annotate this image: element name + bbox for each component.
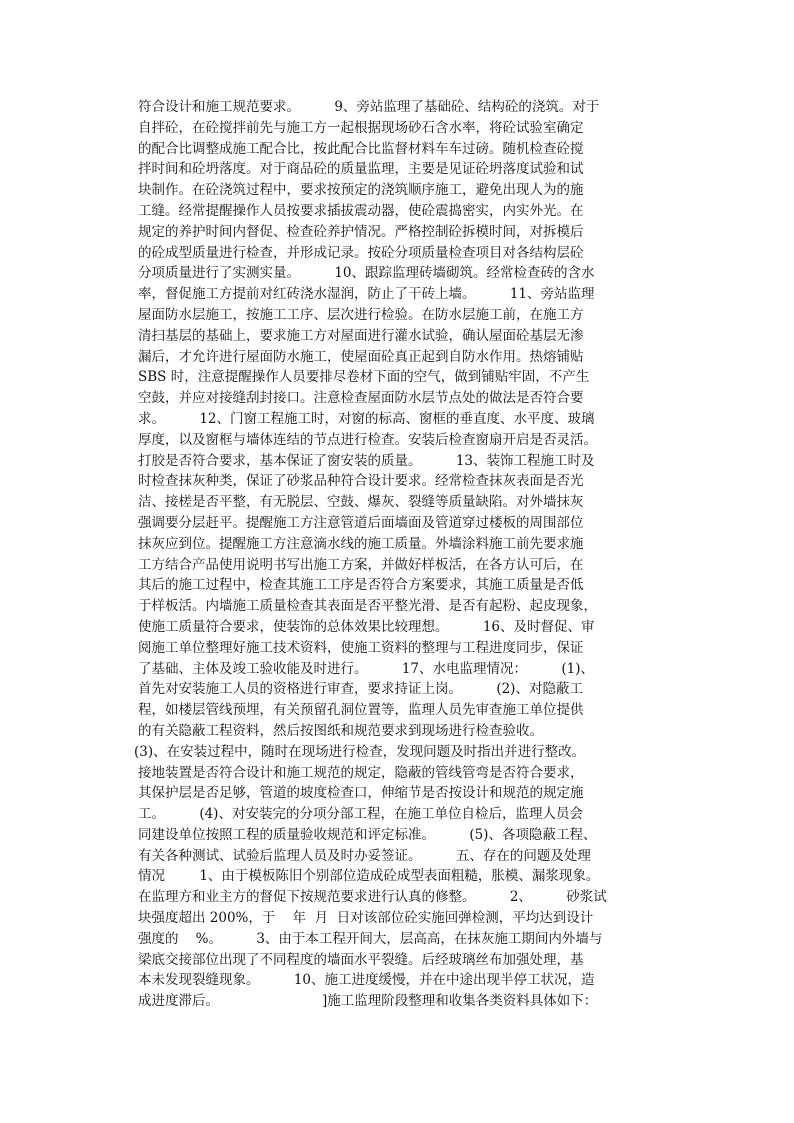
- text-line: 符合设计和施工规范要求。 9、旁站监理了基础砼、结构砼的浇筑。对于: [138, 99, 600, 115]
- text-line: 了基础、主体及竣工验收能及时进行。 17、水电监理情况： (1)、: [138, 660, 594, 677]
- text-line: 强度的 %。 3、由于本工程开间大，层高高，在抹灰施工期间内外墙与: [138, 930, 603, 947]
- text-line: 工。 (4)、对安装完的分项分部工程，在施工单位自检后，监理人员会: [138, 806, 583, 823]
- text-line: 的配合比调整成施工配合比，按此配合比监督材料车车过磅。随机检查砼搅: [138, 140, 584, 157]
- text-line: SBS 时，注意提醒操作人员要排尽卷材下面的空气，做到铺贴牢固，不产生: [138, 369, 590, 386]
- text-line: 洁、接槎是否平整，有无脱层、空鼓、爆灰、裂缝等质量缺陷。对外墙抹灰: [138, 494, 584, 511]
- text-line: 抹灰应到位。提醒施工方注意滴水线的施工质量。外墙涂料施工前先要求施: [138, 535, 584, 552]
- text-line: 率，督促施工方提前对红砖浇水湿润，防止了干砖上墙。 11、旁站监理: [138, 286, 595, 303]
- text-line: 首先对安装施工人员的资格进行审查，要求持证上岗。 (2)、对隐蔽工: [138, 681, 583, 698]
- text-line: 有关各种测试、试验后监理人员及时办妥签证。 五、存在的问题及处理: [138, 847, 591, 864]
- text-line: 工方结合产品使用说明书写出施工方案，并做好样板活，在各方认可后，在: [138, 556, 584, 573]
- text-line: 清扫基层的基础上，要求施工方对屋面进行灌水试验，确认屋面砼基层无渗: [138, 327, 584, 344]
- text-line: 的砼成型质量进行检查，并形成记录。按砼分项质量检查项目对各结构层砼: [138, 244, 584, 261]
- text-line: 块强度超出 200%，于 年 月 日对该部位砼实施回弹检测，平均达到设计: [138, 910, 594, 927]
- body-text: [134, 97, 608, 1012]
- text-line: 打胶是否符合要求，基本保证了窗安装的质量。 13、装饰工程施工时及: [138, 452, 595, 469]
- text-line: 在监理方和业主方的督促下按规范要求进行认真的修整。 2、 砂浆试: [138, 889, 607, 906]
- text-line: 规定的养护时间内督促、检查砼养护情况。严格控制砼拆模时间，对拆模后: [138, 223, 584, 240]
- text-line: 块制作。在砼浇筑过程中，要求按预定的浇筑顺序施工，避免出现人为的施: [138, 182, 584, 199]
- text-line: (3)、在安装过程中，随时在现场进行检查，发现问题及时指出并进行整改。: [134, 743, 586, 760]
- text-line: 的有关隐蔽工程资料，然后按图纸和规范要求到现场进行检查验收。: [138, 722, 543, 739]
- text-line: 接地装置是否符合设计和施工规范的规定，隐蔽的管线管弯是否符合要求，: [138, 764, 584, 781]
- text-line: 本未发现裂缝现象。 10、施工进度缓慢，并在中途出现半停工状况，造: [138, 972, 595, 989]
- text-line: 情况 1、由于模板陈旧个别部位造成砼成型表面粗糙，胀模、漏浆现象。: [138, 868, 600, 885]
- text-line: 拌时间和砼坍落度。对于商品砼的质量监理，主要是见证砼坍落度试验和试: [138, 161, 584, 178]
- text-line: 屋面防水层施工，按施工工序、层次进行检验。在防水层施工前，在施工方: [138, 306, 584, 323]
- text-line: 工缝。经常提醒操作人员按要求插拔震动器，使砼震捣密实，内实外光。在: [138, 202, 584, 219]
- text-line: 分项质量进行了实测实量。 10、跟踪监理砖墙砌筑。经常检查砖的含水: [138, 265, 595, 282]
- text-line: 漏后，才允许进行屋面防水施工，使屋面砼真正起到自防水作用。热熔铺贴: [138, 348, 584, 365]
- text-line: 梁底交接部位出现了不同程度的墙面水平裂缝。后经玻璃丝布加强处理，基: [138, 951, 584, 968]
- text-line: 厚度，以及窗框与墙体连结的节点进行检查。安装后检查窗扇开启是否灵活。: [138, 431, 597, 448]
- text-line: 使施工质量符合要求，使装饰的总体效果比较理想。 16、及时督促、审: [138, 618, 595, 635]
- text-line: 强调要分层赶平。提醒施工方注意管道后面墙面及管道穿过楼板的周围部位: [138, 514, 584, 531]
- text-line: 同建设单位按照工程的质量验收规范和评定标准。 (5)、各项隐蔽工程、: [138, 826, 597, 843]
- text-line: 其保护层是否足够，管道的坡度检查口，伸缩节是否按设计和规范的规定施: [138, 785, 584, 802]
- text-line: 自拌砼，在砼搅拌前先与施工方一起根据现场砂石含水率，将砼试验室确定: [138, 119, 584, 136]
- text-line: 成进度滞后。 ]施工监理阶段整理和收集各类资料具体如下：: [138, 993, 598, 1010]
- text-line: 阅施工单位整理好施工技术资料，使施工资料的整理与工程进度同步，保证: [138, 639, 584, 656]
- text-line: 于样板活。内墙施工质量检查其表面是否平整光滑、是否有起粉、起皮现象，: [138, 598, 597, 615]
- text-line: 求。 12、门窗工程施工时，对窗的标高、窗框的垂直度、水平度、玻璃: [138, 410, 595, 427]
- text-line: 其后的施工过程中，检查其施工工序是否符合方案要求，其施工质量是否低: [138, 577, 584, 594]
- text-line: 时检查抹灰种类，保证了砂浆品种符合设计要求。经常检查抹灰表面是否光: [138, 473, 584, 490]
- text-line: 程，如楼层管线预埋，有关预留孔洞位置等，监理人员先审查施工单位提供: [138, 702, 584, 719]
- text-line: 空鼓，并应对接缝刮封接口。注意检查屋面防水层节点处的做法是否符合要: [138, 390, 584, 407]
